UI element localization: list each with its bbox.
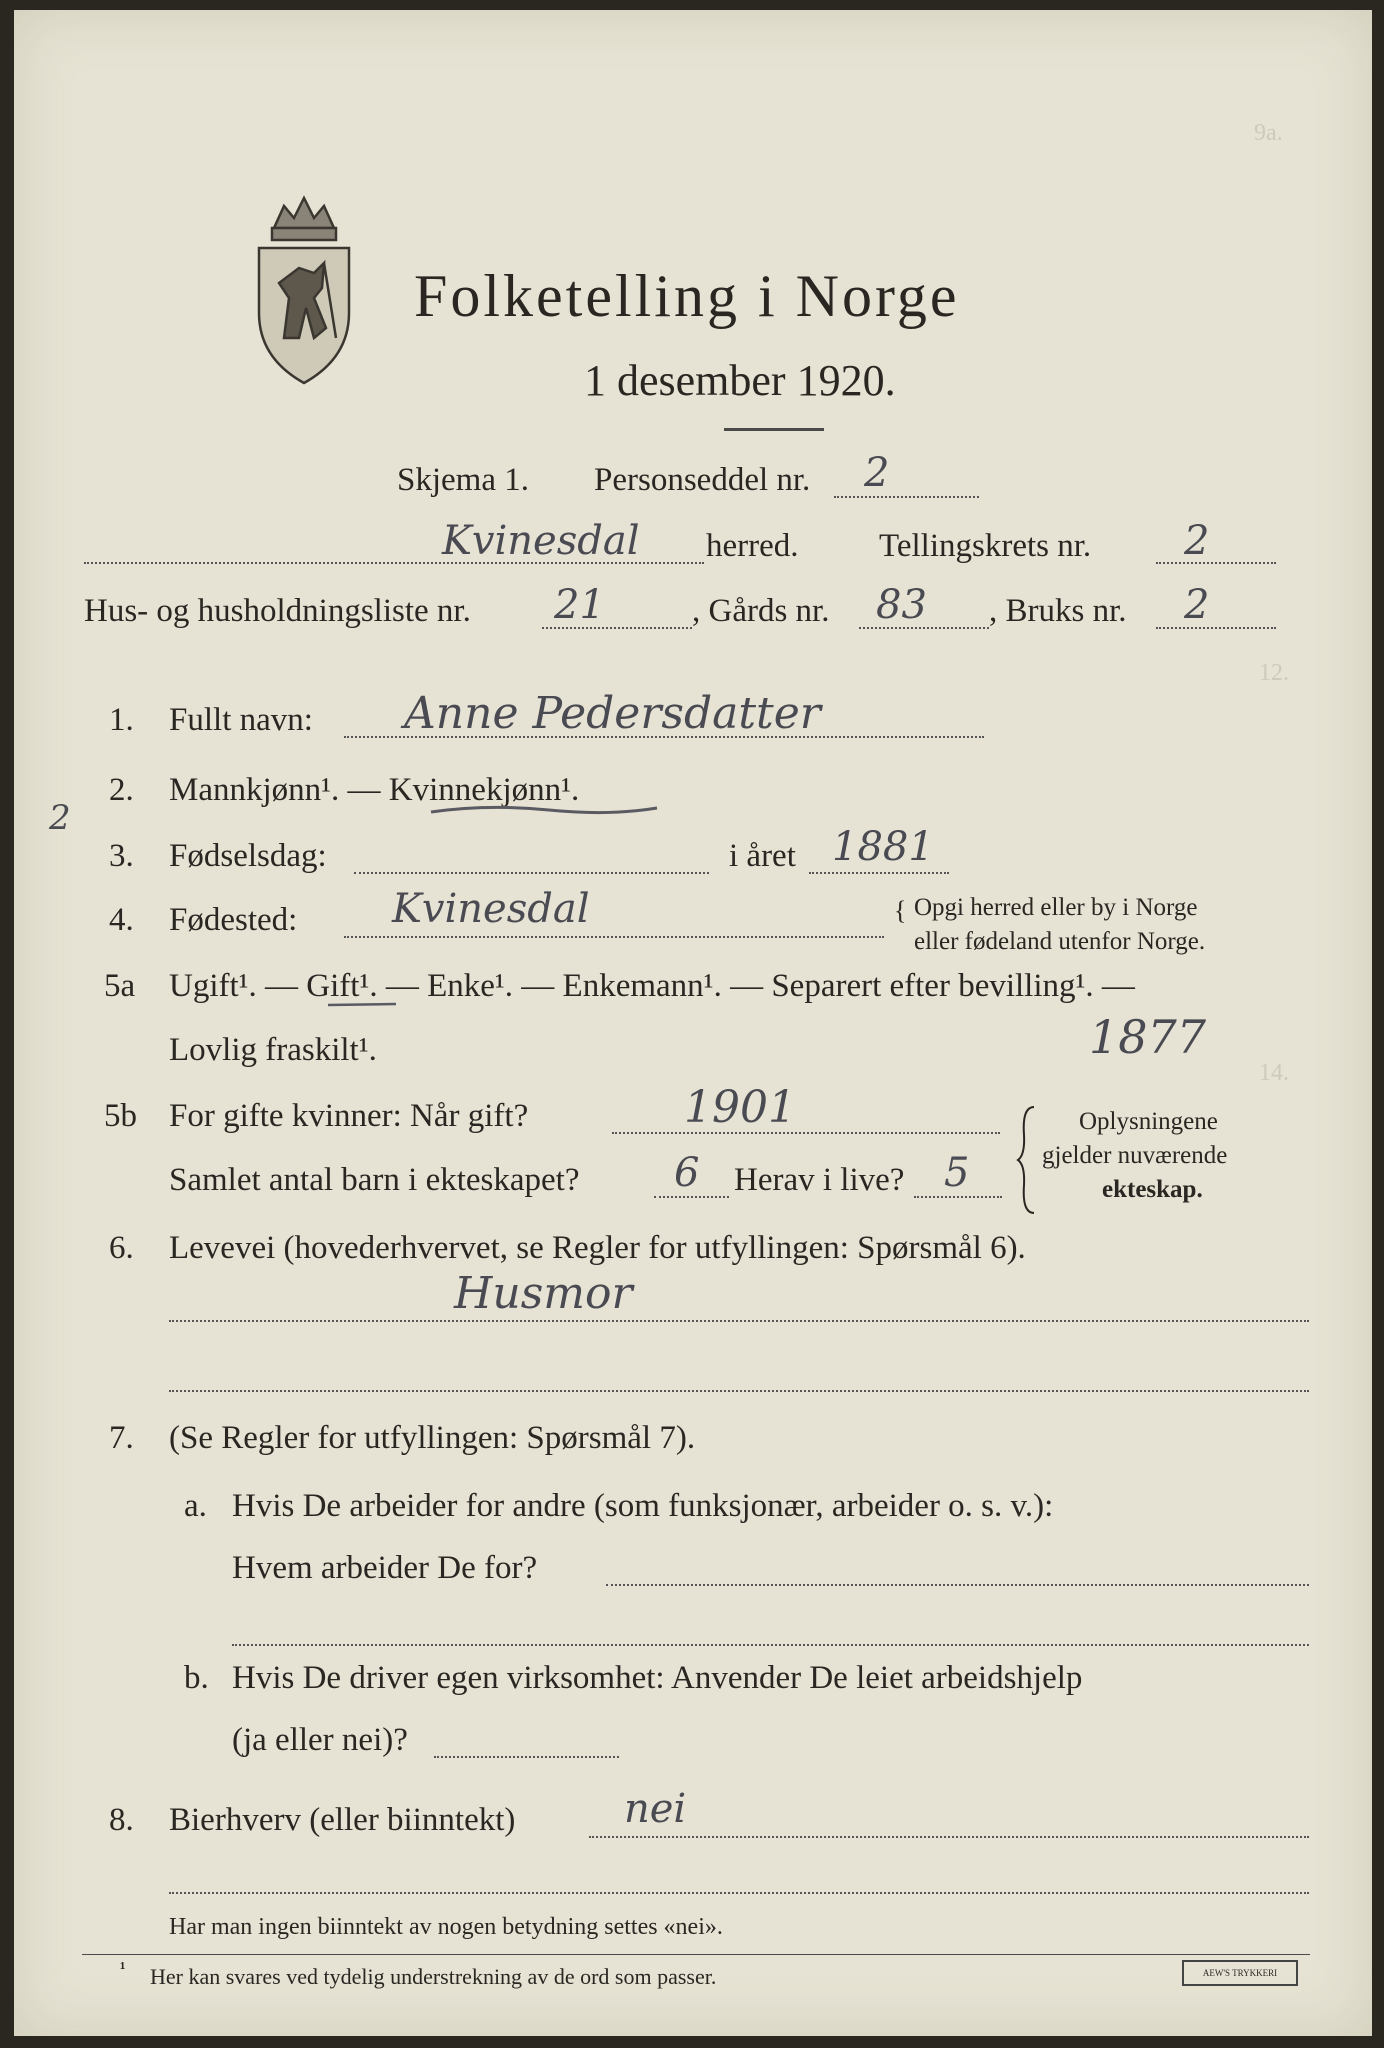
personseddel-value: 2	[864, 450, 890, 496]
hus-value: 21	[554, 582, 605, 628]
q5b-children-field	[654, 1196, 729, 1198]
gards-label: , Gårds nr.	[692, 593, 830, 629]
q6-number: 6.	[109, 1230, 134, 1266]
personseddel-label: Personseddel nr.	[594, 462, 811, 498]
q5b-alive-field	[914, 1196, 1002, 1198]
q6-field	[169, 1320, 1309, 1322]
herred-label: herred.	[706, 528, 799, 564]
q4-note-line1: Opgi herred eller by i Norge	[914, 894, 1198, 921]
q4-field	[344, 936, 884, 938]
tellingskrets-field	[1156, 562, 1276, 564]
q4-brace: {	[894, 896, 907, 925]
q7b-number: b.	[184, 1660, 209, 1696]
footnote-mark: ¹	[120, 1958, 126, 1978]
q7a-line2: Hvem arbeider De for?	[232, 1550, 538, 1586]
q5b-married-field	[612, 1132, 1000, 1134]
q6-field-2	[169, 1390, 1309, 1392]
q8-label: Bierhverv (eller biinntekt)	[169, 1802, 516, 1838]
kvinnekjonn-underline-mark	[429, 800, 659, 820]
q3-year-field	[809, 872, 949, 874]
q3-label: Fødselsdag:	[169, 838, 327, 874]
skjema-label: Skjema 1.	[397, 462, 529, 498]
q5b-note-line2: gjelder nuværende	[1042, 1142, 1228, 1169]
q2-margin-note: 2	[49, 798, 71, 838]
q3-birthday-field	[354, 872, 709, 874]
q5a-label-line2: Lovlig fraskilt¹.	[169, 1032, 377, 1068]
q6-label: Levevei (hovederhvervet, se Regler for utfyllingen: Spørsmål 6).	[169, 1230, 1026, 1266]
hus-label: Hus- og husholdningsliste nr.	[84, 593, 471, 629]
q5b-alive-count: 5	[944, 1150, 970, 1196]
gards-value: 83	[876, 582, 927, 628]
page-title: Folketelling i Norge	[414, 263, 960, 329]
footnote-text: Her kan svares ved tydelig understrekning av de ord som passer.	[150, 1964, 717, 1989]
q5b-note-line1: Oplysningene	[1079, 1108, 1218, 1135]
q5b-married-year: 1901	[684, 1082, 796, 1133]
q5b-alive-label: Herav i live?	[734, 1162, 905, 1198]
footer-note: Har man ingen biinntekt av nogen betydning settes «nei».	[169, 1914, 723, 1940]
q7b-line1: Hvis De driver egen virksomhet: Anvender De leiet arbeidshjelp	[232, 1660, 1083, 1696]
footnote-divider	[82, 1954, 1310, 1955]
census-form-page	[14, 10, 1372, 2036]
printer-stamp	[1182, 1960, 1298, 1986]
bleed-through-text: 9a.	[1254, 120, 1283, 146]
title-divider	[724, 428, 824, 431]
tellingskrets-label: Tellingskrets nr.	[879, 528, 1092, 564]
q4-number: 4.	[109, 902, 134, 938]
q4-note-line2: eller fødeland utenfor Norge.	[914, 928, 1206, 955]
bleed-through-text: 14.	[1259, 1060, 1289, 1086]
q3-number: 3.	[109, 838, 134, 874]
q5a-number: 5a	[104, 968, 136, 1004]
q8-value: nei	[624, 1786, 687, 1832]
q3-birth-year: 1881	[832, 824, 934, 870]
printer-stamp-text: AEW'S TRYKKERI	[1202, 1968, 1278, 1978]
q3-year-label: i året	[729, 838, 796, 874]
census-date: 1 desember 1920.	[584, 356, 896, 405]
q8-field	[589, 1836, 1309, 1838]
q7a-field	[606, 1584, 1309, 1586]
herred-value: Kvinesdal	[442, 518, 640, 564]
q7b-line2: (ja eller nei)?	[232, 1722, 408, 1758]
norway-coat-of-arms-icon	[244, 188, 364, 388]
q8-number: 8.	[109, 1802, 134, 1838]
q6-occupation: Husmor	[454, 1268, 633, 1319]
q4-label: Fødested:	[169, 902, 298, 938]
q5b-label-line1: For gifte kvinner: Når gift?	[169, 1098, 529, 1134]
q1-label: Fullt navn:	[169, 702, 313, 738]
gift-underline-mark	[326, 1000, 398, 1010]
q8-field-2	[169, 1892, 1309, 1894]
q1-full-name: Anne Pedersdatter	[404, 688, 821, 739]
q7a-field-2	[232, 1644, 1309, 1646]
bruks-label: , Bruks nr.	[989, 593, 1127, 629]
q5b-number: 5b	[104, 1098, 137, 1134]
q5b-note-line3: ekteskap.	[1102, 1176, 1203, 1203]
q2-label: Mannkjønn¹. — Kvinnekjønn¹.	[169, 772, 580, 808]
q5b-label-line2: Samlet antal barn i ekteskapet?	[169, 1162, 580, 1198]
q5a-label-line1: Ugift¹. — Gift¹. — Enke¹. — Enkemann¹. — Separert efter bevilling¹. —	[169, 968, 1135, 1004]
q7b-field	[434, 1756, 619, 1758]
q2-number: 2.	[109, 772, 134, 808]
q5a-value: 1877	[1089, 1010, 1207, 1064]
q5b-children-count: 6	[674, 1150, 700, 1196]
q7a-number: a.	[184, 1488, 207, 1524]
bruks-field	[1156, 627, 1276, 629]
personseddel-field	[834, 496, 979, 498]
q5b-brace	[1016, 1105, 1038, 1215]
q7-label: (Se Regler for utfyllingen: Spørsmål 7).	[169, 1420, 696, 1456]
q1-number: 1.	[109, 702, 134, 738]
bleed-through-text: 12.	[1259, 660, 1289, 686]
tellingskrets-value: 2	[1184, 518, 1210, 564]
q4-birthplace: Kvinesdal	[392, 886, 590, 932]
q7a-line1: Hvis De arbeider for andre (som funksjonær, arbeider o. s. v.):	[232, 1488, 1054, 1524]
bruks-value: 2	[1184, 582, 1210, 628]
q7-number: 7.	[109, 1420, 134, 1456]
